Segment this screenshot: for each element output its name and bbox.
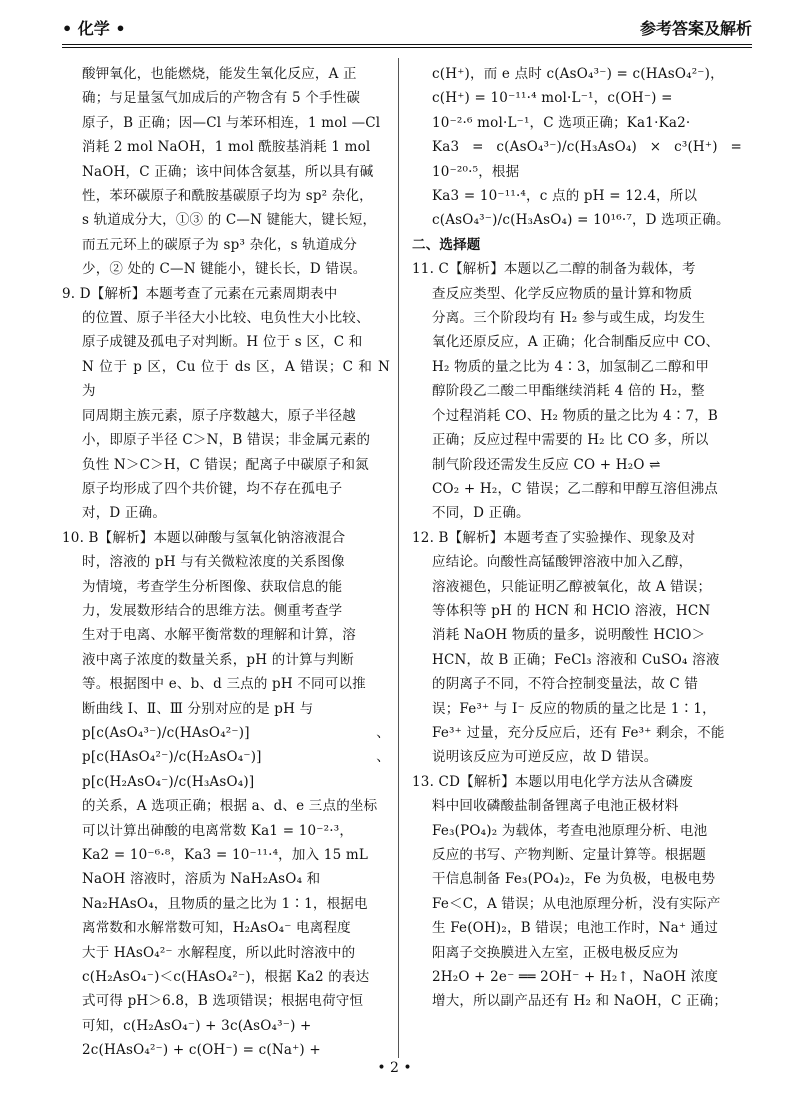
header-title: 参考答案及解析 <box>639 19 752 38</box>
text-line: Na₂HAsO₄，且物质的量之比为 1∶1，根据电 <box>82 895 368 912</box>
text-line: 性，苯环碳原子和酰胺基碳原子均为 sp² 杂化， <box>82 188 373 205</box>
text-line: 2c(HAsO₄²⁻) + c(OH⁻) = c(Na⁺) + <box>82 1042 321 1059</box>
text-line: Ka3 = c(AsO₄³⁻)/c(H₃AsO₄) × c³(H⁺) = 10⁻²⁰·⁵，根据 <box>432 139 742 180</box>
text-line: NaOH 溶液时，溶质为 NaH₂AsO₄ 和 <box>82 871 321 888</box>
text-line: 断曲线 Ⅰ、Ⅱ、Ⅲ 分别对应的是 pH 与 <box>82 700 314 717</box>
text-line: 可以计算出砷酸的电离常数 Ka1 = 10⁻²·³， <box>82 822 354 839</box>
text-line: 原子成键及孤电子对判断。H 位于 s 区，C 和 <box>82 334 363 351</box>
text-line: Fe³⁺ 过量，充分反应后，还有 Fe³⁺ 剩余，不能 <box>432 724 725 741</box>
text-line: 2H₂O + 2e⁻ ══ 2OH⁻ + H₂↑，NaOH 浓度 <box>432 969 719 986</box>
text-line: 酸钾氧化，也能燃烧，能发生氧化反应，A 正 <box>82 66 357 82</box>
text-line: 的阴离子不同，不符合控制变量法，故 C 错 <box>432 676 699 693</box>
text-line: 10. B【解析】本题以砷酸与氢氧化钠溶液混合 <box>62 529 346 546</box>
text-line: 溶液褪色，只能证明乙醇被氧化，故 A 错误； <box>432 578 712 595</box>
text-line: N 位于 p 区，Cu 位于 ds 区，A 错误；C 和 N 为 <box>82 358 390 400</box>
text-line: 少，② 处的 C—N 键能小，键长长，D 错误。 <box>82 261 367 278</box>
text-line: Fe＜C，A 错误；从电池原理分析，没有实际产 <box>432 895 721 912</box>
text-line: 生 Fe(OH)₂，B 错误；电池工作时，Na⁺ 通过 <box>432 920 719 937</box>
text-line: HCN，故 B 正确；FeCl₃ 溶液和 CuSO₄ 溶液 <box>432 651 720 668</box>
text-line: c(AsO₄³⁻)/c(H₃AsO₄) = 10¹⁶·⁷，D 选项正确。 <box>432 212 730 229</box>
text-line: 干信息制备 Fe₃(PO₄)₂，Fe 为负极，电极电势 <box>432 871 716 888</box>
text-line: 等体积等 pH 的 HCN 和 HClO 溶液，HCN <box>432 602 711 619</box>
page-header <box>62 14 752 44</box>
text-line: 反应的书写、产物判断、定量计算等。根据题 <box>432 847 706 863</box>
text-line: 确；与足量氢气加成后的产物含有 5 个手性碳 <box>82 90 361 107</box>
text-line: NaOH，C 正确；该中间体含氨基，所以具有碱 <box>82 163 374 180</box>
text-line: Ka3 = 10⁻¹¹·⁴，c 点的 pH = 12.4，所以 <box>432 188 698 205</box>
text-line: 正确；反应过程中需要的 H₂ 比 CO 多，所以 <box>432 432 709 449</box>
text-line: 应结论。向酸性高锰酸钾溶液中加入乙醇， <box>432 554 693 571</box>
subject-label: • 化学 • <box>62 19 126 38</box>
header-rule-thin <box>62 47 752 48</box>
text-line: 原子，B 正确；因—Cl 与苯环相连，1 mol —Cl <box>82 114 381 131</box>
text-line: 负性 N＞C＞H，C 错误；配离子中碳原子和氮 <box>82 456 369 473</box>
text-line: 小，即原子半径 C＞N，B 错误；非金属元素的 <box>82 432 371 449</box>
header-rule <box>62 44 752 45</box>
section-heading: 二、选择题 <box>412 236 481 253</box>
text-line: CO₂ + H₂，C 错误；乙二醇和甲醇互溶但沸点 <box>432 480 719 497</box>
text-line: 力，发展数形结合的思维方法。侧重考查学 <box>82 602 343 619</box>
text-line: 料中回收磷酸盐制备锂离子电池正极材料 <box>432 798 679 815</box>
text-line: 查反应类型、化学反应物质的量计算和物质 <box>432 285 693 302</box>
text-line: 液中离子浓度的数量关系，pH 的计算与判断 <box>82 651 354 668</box>
text-line: 时，溶液的 pH 与有关微粒浓度的关系图像 <box>82 554 345 571</box>
text-line: c(H₂AsO₄⁻)＜c(HAsO₄²⁻)，根据 Ka2 的表达 <box>82 969 370 986</box>
text-line: 生对于电离、水解平衡常数的理解和计算，溶 <box>82 627 356 644</box>
text-line: p[c(AsO₄³⁻)/c(HAsO₄²⁻)]、p[c(HAsO₄²⁻)/c(H₂AsO₄⁻)]、p[c(H₂AsO₄⁻)/c(H₃AsO₄)] <box>82 724 390 790</box>
text-line: 不同，D 正确。 <box>432 505 530 522</box>
text-line: 的关系，A 选项正确；根据 a、d、e 三点的坐标 <box>82 798 378 815</box>
text-line: 个过程消耗 CO、H₂ 物质的量之比为 4∶7，B <box>432 407 719 424</box>
text-line: 消耗 NaOH 物质的量多，说明酸性 HClO＞ <box>432 627 706 644</box>
text-line: 等。根据图中 e、b、d 三点的 pH 不同可以推 <box>82 676 366 693</box>
text-line: 9. D【解析】本题考查了元素在元素周期表中 <box>62 285 338 302</box>
left-column <box>62 62 390 1063</box>
text-line: 离常数和水解常数可知，H₂AsO₄⁻ 电离程度 <box>82 920 351 937</box>
text-line: 式可得 pH＞6.8，B 选项错误；根据电荷守恒 <box>82 993 364 1010</box>
text-line: 消耗 2 mol NaOH，1 mol 酰胺基消耗 1 mol <box>82 139 371 156</box>
right-column <box>412 62 742 1014</box>
text-line: 13. CD【解析】本题以用电化学方法从含磷废 <box>412 773 694 790</box>
text-line: 对，D 正确。 <box>82 505 167 522</box>
text-line: 原子均形成了四个共价键，均不存在孤电子 <box>82 480 343 497</box>
text-line: 的位置、原子半径大小比较、电负性大小比较、 <box>82 310 370 327</box>
text-line: H₂ 物质的量之比为 4∶3，加氢制乙二醇和甲 <box>432 358 710 375</box>
text-line: Fe₃(PO₄)₂ 为载体，考查电池原理分析、电池 <box>432 822 708 839</box>
text-line: 大于 HAsO₄²⁻ 水解程度，所以此时溶液中的 <box>82 944 356 961</box>
text-line: 误；Fe³⁺ 与 I⁻ 反应的物质的量之比是 1∶1， <box>432 700 716 717</box>
text-line: 可知，c(H₂AsO₄⁻) + 3c(AsO₄³⁻) + <box>82 1017 312 1034</box>
text-line: c(H⁺) = 10⁻¹¹·⁴ mol·L⁻¹，c(OH⁻) = <box>432 90 673 107</box>
text-line: 氧化还原反应，A 正确；化合制酯反应中 CO、 <box>432 334 720 351</box>
text-line: 制气阶段还需发生反应 CO + H₂O ⇌ <box>432 456 661 473</box>
text-line: 11. C【解析】本题以乙二醇的制备为载体，考 <box>412 261 696 278</box>
page-number: • 2 • <box>377 1060 412 1076</box>
text-line: c(H⁺)，而 e 点时 c(AsO₄³⁻) = c(HAsO₄²⁻)， <box>432 66 724 82</box>
column-divider <box>398 58 399 1058</box>
text-line: 为情境，考查学生分析图像、获取信息的能 <box>82 578 343 595</box>
text-line: 增大，所以副产品还有 H₂ 和 NaOH，C 正确； <box>432 993 728 1010</box>
text-line: s 轨道成分大，①③ 的 C—N 键能大，键长短， <box>82 212 377 229</box>
text-line: 醇阶段乙二酸二甲酯继续消耗 4 倍的 H₂，整 <box>432 383 705 400</box>
text-line: 10⁻²·⁶ mol·L⁻¹，C 选项正确；Ka1·Ka2· <box>432 114 691 131</box>
text-line: 阳离子交换膜进入左室，正极电极反应为 <box>432 944 679 961</box>
text-line: 而五元环上的碳原子为 sp³ 杂化，s 轨道成分 <box>82 236 358 253</box>
text-line: Ka2 = 10⁻⁶·⁸，Ka3 = 10⁻¹¹·⁴，加入 15 mL <box>82 847 369 863</box>
text-line: 分离。三个阶段均有 H₂ 参与或生成，均发生 <box>432 310 706 327</box>
text-line: 12. B【解析】本题考查了实验操作、现象及对 <box>412 529 696 546</box>
text-line: 说明该反应为可逆反应，故 D 错误。 <box>432 749 658 766</box>
text-line: 同周期主族元素，原子序数越大，原子半径越 <box>82 407 356 424</box>
